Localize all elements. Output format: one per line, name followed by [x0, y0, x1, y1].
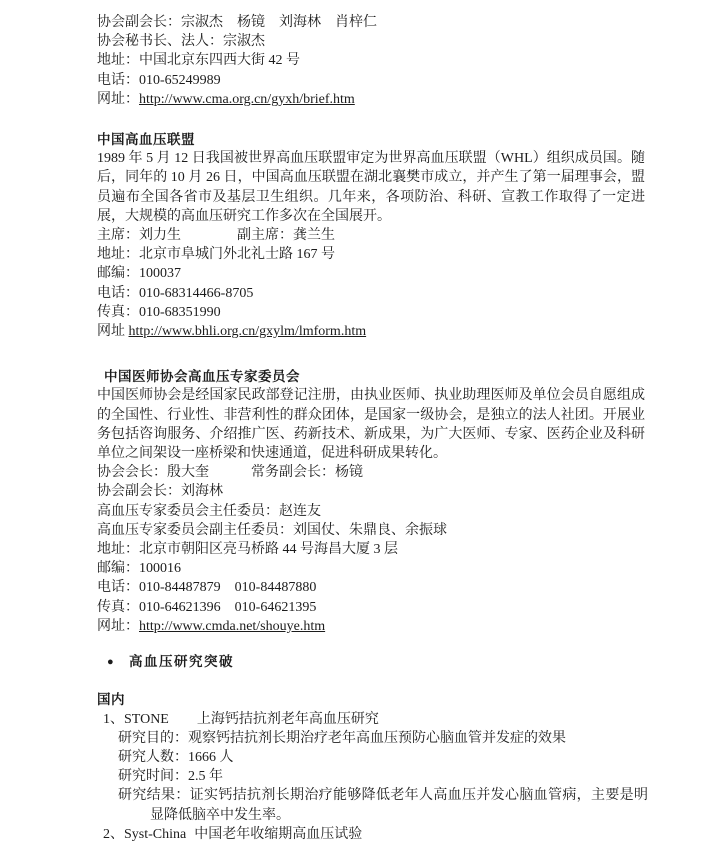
- bullet-icon: ●: [107, 656, 114, 669]
- detail-label: 研究目的：: [118, 730, 188, 746]
- phone-line: 电话：010-68314466-8705: [97, 285, 254, 301]
- study-name: 上海钙拮抗剂老年高血压研究: [196, 711, 379, 727]
- website-label: 网址：: [97, 618, 139, 634]
- website-line: [97, 617, 645, 636]
- detail-value: 观察钙拮抗剂长期治疗老年高血压预防心脑血管并发症的效果: [188, 730, 566, 746]
- study-item-stone: [97, 710, 645, 729]
- address-line: 地址：北京市阜城门外北礼士路 167 号: [97, 247, 335, 263]
- section-expert-committee: [97, 367, 645, 636]
- research-heading-line: [97, 652, 645, 672]
- study-code: STONE: [124, 711, 169, 727]
- website-line: [97, 90, 645, 109]
- research-heading: 高血压研究突破: [129, 654, 234, 670]
- chief-committee-member-line: 高血压专家委员会主任委员：赵连友: [97, 503, 321, 519]
- detail-label: 研究人数：: [118, 749, 188, 765]
- vice-president-line: 协会副会长：宗淑杰 杨镜 刘海林 肖梓仁: [97, 15, 377, 30]
- address-line: 地址：中国北京东四西大街 42 号: [97, 53, 300, 69]
- zipcode-line: 邮编：100016: [97, 561, 181, 577]
- league-intro-paragraph: 1989 年 5 月 12 日我国被世界高血压联盟审定为世界高血压联盟（WHL）组织成员国。随后，同年的 10 月 26 日，中国高血压联盟在湖北襄樊市成立，并产生了第一届理事会，盟员遍布全国各省市及基层卫生组织。几年来，各项防治、科研、宣教工作取得了一定进展，大规模的高血压研究工作多次在全国展开。: [97, 151, 645, 224]
- website-line: [97, 322, 645, 341]
- phone-line: 电话：010-84487879 010-84487880: [97, 580, 317, 596]
- section-association-contact: [97, 13, 645, 109]
- detail-value: 证实钙拮抗剂长期治疗能够降低老年人高血压并发心脑血管病，主要是明显降低脑卒中发生率。: [150, 788, 649, 823]
- league-heading: 中国高血压联盟: [97, 132, 195, 148]
- website-label: 网址: [97, 324, 129, 340]
- study-detail-result: [118, 786, 648, 824]
- fax-line: 传真：010-64621396 010-64621395: [97, 599, 317, 615]
- section-hypertension-league: [97, 130, 645, 341]
- president-line: 协会会长：殷大奎 常务副会长：杨镜: [97, 465, 363, 481]
- address-line: 地址：北京市朝阳区亮马桥路 44 号海昌大厦 3 层: [97, 542, 398, 558]
- study-detail-participants: [118, 748, 648, 767]
- committee-heading: 中国医师协会高血压专家委员会: [104, 369, 300, 385]
- cmda-website-link[interactable]: http://www.cmda.net/shouye.htm: [139, 618, 326, 634]
- study-code: Syst-China: [124, 826, 187, 842]
- detail-label: 研究时间：: [118, 769, 188, 785]
- website-label: 网址：: [97, 91, 139, 107]
- study-item-syst-china: [97, 825, 645, 844]
- zipcode-line: 邮编：100037: [97, 266, 181, 282]
- secretary-general-line: 协会秘书长、法人：宗淑杰: [97, 34, 265, 50]
- section-research-breakthrough: [97, 652, 649, 844]
- committee-intro-paragraph: 中国医师协会是经国家民政部登记注册，由执业医师、执业助理医师及单位会员自愿组成的全国性、行业性、非营利性的群众团体，是国家一级协会，是独立的法人社团。开展业务包括咨询服务、介绍推广医、药新技术、新成果，为广大医师、专家、医药企业及科研单位之间架设一座桥梁和快速通道，促进科研成果转化。: [97, 388, 645, 462]
- bhli-website-link[interactable]: http://www.bhli.org.cn/gxylm/lmform.htm: [128, 324, 367, 340]
- detail-value: 2.5 年: [188, 769, 223, 785]
- domestic-heading: 国内: [97, 692, 125, 708]
- fax-line: 传真：010-68351990: [97, 304, 221, 320]
- study-detail-purpose: [118, 729, 648, 748]
- phone-line: 电话：010-65249989: [97, 72, 221, 88]
- item-number: 2、: [103, 826, 124, 842]
- cma-website-link[interactable]: http://www.cma.org.cn/gyxh/brief.htm: [139, 91, 355, 107]
- detail-label: 研究结果：: [118, 788, 190, 804]
- study-name: 中国老年收缩期高血压试验: [194, 826, 363, 842]
- detail-value: 1666 人: [188, 749, 234, 765]
- vice-president-line: 协会副会长：刘海林: [97, 484, 223, 500]
- item-number: 1、: [103, 711, 124, 727]
- deputy-committee-member-line: 高血压专家委员会副主任委员：刘国仗、朱鼎良、余振球: [97, 522, 447, 538]
- chairman-line: 主席：刘力生 副主席：龚兰生: [97, 228, 335, 244]
- study-detail-duration: [118, 767, 648, 786]
